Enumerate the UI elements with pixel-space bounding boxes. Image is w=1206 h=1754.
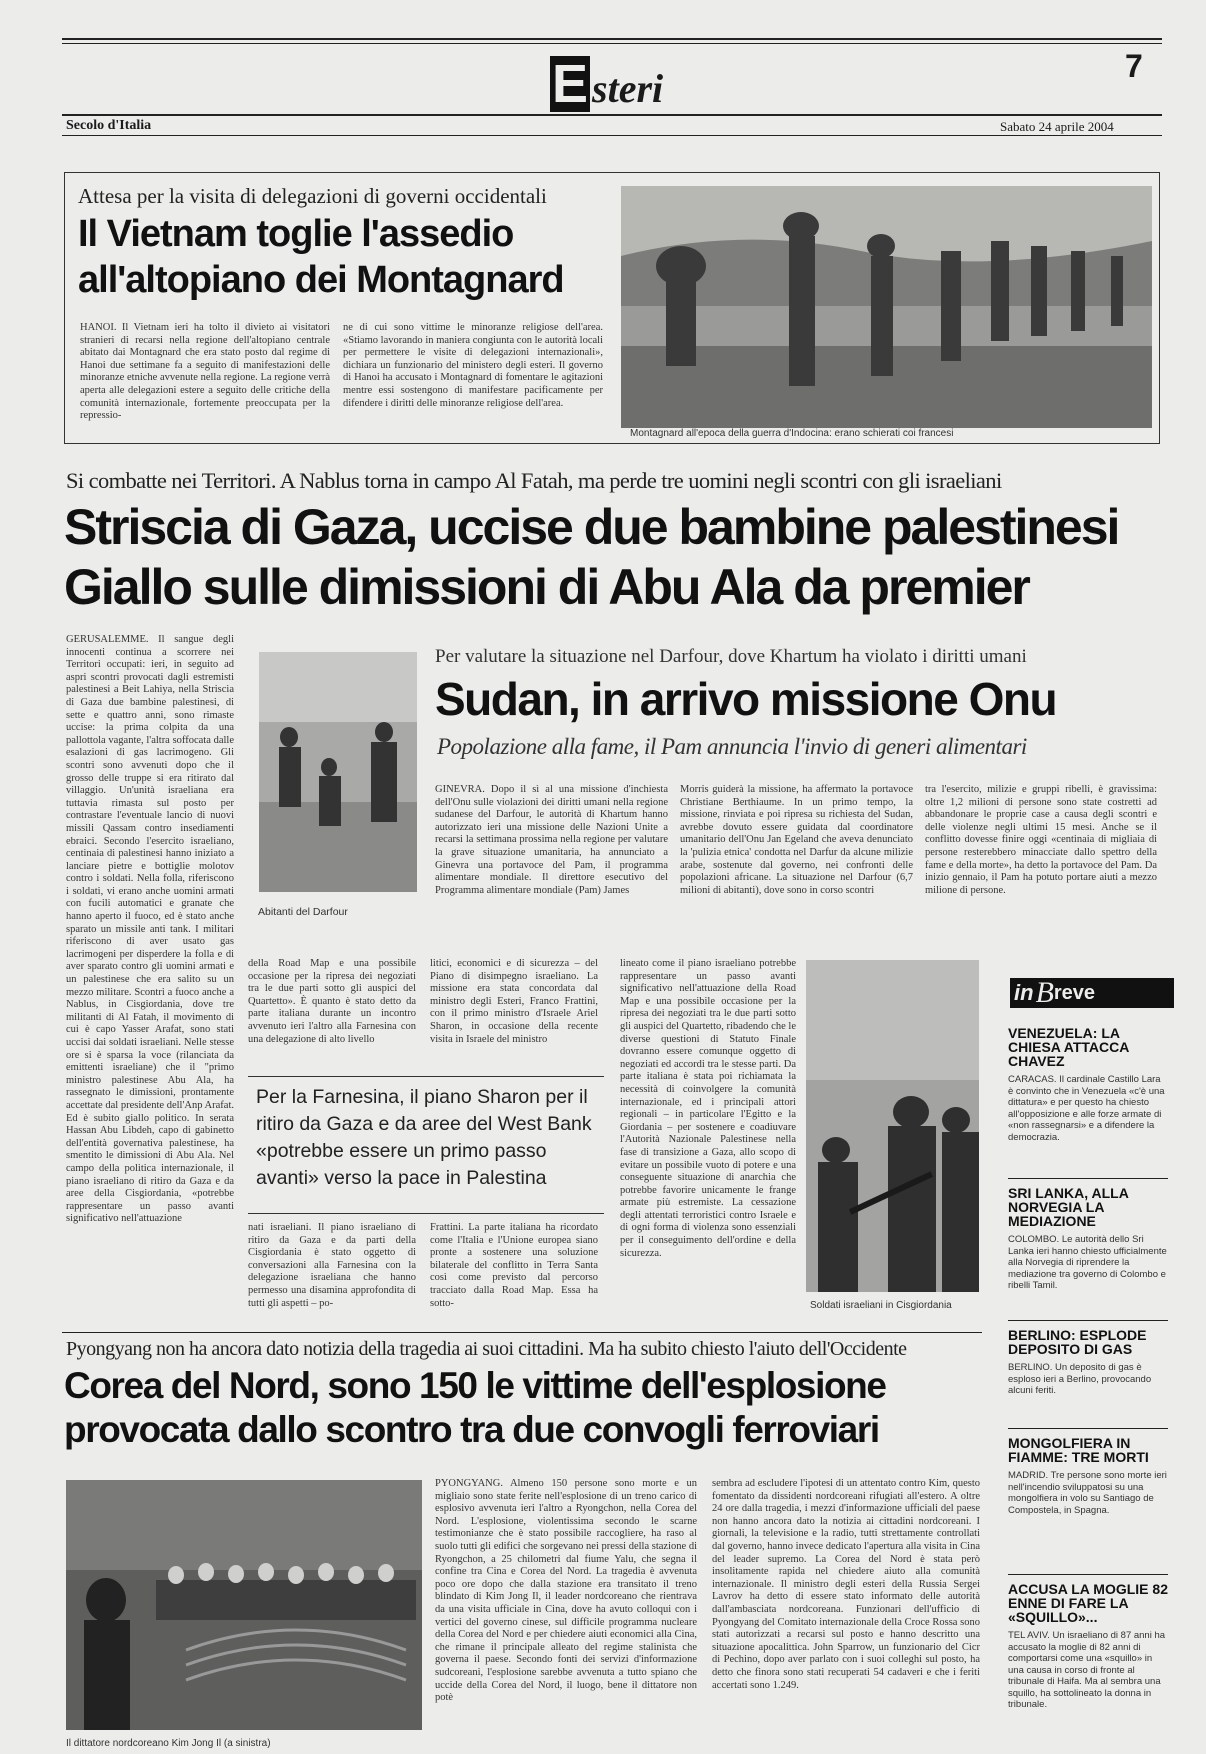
inbreve-item [1008,1026,1168,1143]
inbreve-item-body: BERLINO. Un deposito di gas è esploso ieri a Berlino, provocando alcuni feriti. [1008,1362,1152,1396]
gaza-body-col1: GERUSALEMME. Il sangue degli innocenti continua a scorrere nei Territori occupati: ieri, in seguito ad aspri scontri provocati dagli estremisti palestinesi a Beit Lahiya, nella Striscia di Gaza due bambine palestinesi, di sette e quattro anni, sono rimaste uccise: la prima colpita da una pallottola vagante, l'altra soffocata dalle esalazioni di gas lacrimogeno. Gli scontri sono avvenuti dopo che il grosso delle truppe si era ritirato dal villaggio. Un'unità israeliana era tuttavia rimasta sul posto per contrastare l'eventuale lancio di nuovi missili Qassam contro insediamenti ebraici. Secondo l'esercito israeliano, centinaia di palestinesi hanno iniziato a lanciare pietre e bottiglie molotov contro i soldati. Nella folla, riferiscono i soldati, vi erano anche uomini armati con fucili automatici e granate che hanno aperto il fuoco, ed è stato anche sparato un missile anti tank. I militari riferiscono di aver usato gas lacrimogeni per disperdere la folla e di aver sparato contro gli uomini armati e un palestinese che era salito su un mezzo militare. Scontri a fuoco anche a Nablus, in Cisgiordania, dove tre militanti di Al Fatah, il movimento di cui è capo Yasser Arafat, sono stati uccisi dai soldati israeliani. Nelle stesse ore si è sparsa la voce (rilanciata da emittenti israeliane) che il "primo ministro palestinese Abu Ala, ha rassegnato le dimissioni, prontamente accettate dal presidente dell'Anp Arafat. Ed è subito giallo politico. In serata Hassan Abu Libdeh, capo di gabinetto dell'entità governativa palestinese, ha smentito le dimissioni di Abu Ala. Nel campo della politica internazionale, il piano israeliano di ritiro da Gaza e da aree della Cisgiordania, «potrebbe rappresentare un passo avanti significativo nell'attuazione [66,634,234,1225]
inbreve-title-rest: reve [1053,981,1096,1004]
korea-kicker: Pyongyang non ha ancora dato notizia della tragedia ai suoi cittadini. Ma ha subito chiesto l'aiuto dell'Occidente [66,1338,907,1360]
inbreve-title-in: in [1014,980,1034,1005]
vietnam-kicker: Attesa per la visita di delegazioni di governi occidentali [78,184,547,208]
page-number: 7 [1125,48,1143,84]
inbreve-item [1008,1186,1168,1292]
darfour-photo-caption: Abitanti del Darfour [258,906,348,918]
korea-headline-line1: Corea del Nord, sono 150 le vittime dell'esplosione [64,1365,886,1406]
inbreve-item [1008,1582,1168,1711]
korea-top-rule [62,1332,982,1333]
israeli-soldiers-photo [806,960,979,1292]
vietnam-photo-art [621,186,1152,428]
inbreve-item-head: SRI LANKA, ALLA NORVEGIA LA MEDIAZIONE [1008,1185,1129,1229]
korea-body-col1: PYONGYANG. Almeno 150 persone sono morte e un migliaio sono state ferite nell'esplosione di un treno carico di esplosivo avvenuta ieri l'altro a Ryongchon, nella Corea del Nord. L'esplosione, violentissima secondo le scarne testimonianze che è stato possibile raccogliere, ha raso al suolo tutti gli edifici che sorgevano nei pressi della stazione di Ryongchon, a 25 chilometri dal fiume Yalu, che segna il confine tra Cina e Corea del Nord. La tragedia è avvenuta poco ore dopo che dalla stazione era transitato il treno blindato di Kim Jong Il, il leader nordcoreano che rientrava da una visita ufficiale in Cina, dove ha avuto colloqui con i vertici del governo cinese, sul difficile programma nucleare della Corea del Nord e per chiedere aiuti economici alla Cina, che rimane il principale alleato del regime stalinista che governa il paese. Secondo fonti dei servizi d'informazione sudcoreani, l'esplosione sarebbe avvenuta a tutto spiano che uccide della Corea del Nord, il luogo, bene il dittatore non potè [435,1478,697,1704]
vietnam-body-col1: HANOI. Il Vietnam ieri ha tolto il divieto ai visitatori stranieri di recarsi nella regione dell'altopiano centrale abitato dai Montagnard che era stato posto dal regime di Hanoi due settimane fa a seguito di manifestazioni delle minoranze etniche avvenute nella regione. La regione verrà aperta alle delegazioni estere a seguito delle critiche della comunità internazionale, fortemente preoccupata per la repressio- [80,322,330,422]
darfour-photo [259,652,417,892]
israeli-soldiers-caption: Soldati israeliani in Cisgiordania [810,1300,952,1311]
korea-headline-line2: provocata dallo scontro tra due convogli ferroviari [64,1409,879,1450]
inbreve-divider [1008,1320,1168,1321]
newspaper-name: Secolo d'Italia [66,118,152,133]
inbreve-item-head: ACCUSA LA MOGLIE 82 ENNE DI FARE LA «SQUILLO»... [1008,1581,1168,1625]
gaza-body-col4: lineato come il piano israeliano potrebbe rappresentare un passo avanti significativo nell'attuazione della Road Map e una possibile occasione per la ripresa dei negoziati tra le due parti sotto gli auspici del Quartetto, ribadendo che le diverse questioni di Statuto Finale dovranno essere comunque oggetto di negoziati ed accordi tra le stesse parti. Da parte italiana è stata poi richiamata la necessità di coinvolgere la comunità internazionale, ed i principali attori regionali – in particolare l'Egitto e la Giordania – per sostenere e coadiuvare l'Autorità Nazionale Palestinese nella fase di transizione a Gaza, allo scopo di evitare un possibile vuoto di potere e una conseguente situazione di anarchia che potrebbe favorire unicamente le frange armate più estremiste. La cessazione degli attentati terroristici contro Israele e di ogni forma di violenza sono essenziali per il conseguimento dell'ordine e della sicurezza. [620,958,796,1259]
inbreve-divider [1008,1178,1168,1179]
top-rule-thin [62,43,1162,44]
issue-date: Sabato 24 aprile 2004 [1000,119,1114,134]
gaza-body-col3a: litici, economici e di sicurezza – del Piano di disimpegno israeliano. La missione era stata concordata dal ministro degli Esteri, Franco Frattini, con il primo ministro d'Israele Ariel Sharon, in occasione della recente visita in Israele del ministro [430,958,598,1045]
gaza-body-col2a: della Road Map e una possibile occasione per la ripresa dei negoziati tra le due parti sotto gli auspici del Quartetto». È quanto è stato detto da parte italiana durante un incontro avvenuto ieri l'altro alla Farnesina con una delegazione di alto livello [248,958,416,1045]
gaza-body-col3b: Frattini. La parte italiana ha ricordato come l'Italia e l'Unione europea siano pronte a sostenere una soluzione bilaterale del conflitto in Terra Santa così come previsto dal percorso tracciato dalla Road Map. Essa ha sotto- [430,1222,598,1309]
gaza-body-col2b: nati israeliani. Il piano israeliano di ritiro da Gaza e da parti della Cisgiordania è stato oggetto di conversazioni alla Farnesina con la delegazione israeliana che hanno permesso una disamina approfondita di tutti gli aspetti – po- [248,1222,416,1309]
vietnam-headline-line1: Il Vietnam toglie l'assedio [78,213,514,255]
inbreve-item-head: VENEZUELA: LA CHIESA ATTACCA CHAVEZ [1008,1025,1129,1069]
gaza-headline-line1: Striscia di Gaza, uccise due bambine palestinesi [64,499,1119,555]
section-title-rest: steri [592,66,664,111]
sudan-body-col2: Morris guiderà la missione, ha affermato la portavoce Christiane Berthiaume. In un primo tempo, la missione, rinviata e poi ripresa su richiesta del Sudan, avrebbe dovuto essere guidata dal coordinatore umanitario dell'Onu Jan Egeland che aveva denunciato la 'pulizia etnica' condotta nel Darfur da alcune milizie arabe, sostenute dal governo, nei confronti delle popolazioni africane. La situazione nel Darfour (6,7 milioni di abitanti), dove sono in corso scontri [680,784,913,896]
masthead-rule [62,114,1162,116]
inbreve-item-body: CARACAS. Il cardinale Castillo Lara è convinto che in Venezuela «c'è una dittatura» e per questo ha chiesto all'opposizione e alle forze armate di «non rassegnarsi» e a difendere la democrazia. [1008,1074,1165,1143]
vietnam-body-col2: ne di cui sono vittime le minoranze religiose dell'area. «Stiamo lavorando in maniera congiunta con le autorità locali per permettere le visite di delegazioni internazionali», dichiara un funzionario del ministero degli esteri. Il governo di Hanoi ha accusato i Montagnard di fomentare le agitazioni mentre essi sostengono di manifestare pacificamente per difendere i diritti delle minoranze religiose dell'area. [343,322,603,409]
korea-body-col2: sembra ad escludere l'ipotesi di un attentato contro Kim, questo fomentato da dissidenti nordcoreani rifugiati all'estero. A oltre 24 ore dalla tragedia, i mezzi d'informazione ufficiali del paese non hanno ancora dato la notizia ai cittadini nordcoreani. I giornali, la televisione e la radio, tutti strettamente controllati dal governo, hanno invece dedicato l'apertura alla visita in Cina del leader supremo. La Corea del Nord è stata però insolitamente rapida nel chiedere aiuto alla comunità internazionale. Il ministro degli esteri della Russia Sergei Lavrov ha detto di essere stato informato delle autorità dall'ambasciata nordcoreana. Funzionari dell'ufficio di Pyongyang del Comitato internazionale della Croce Rossa sono stati autorizzati a recarsi sul posto e hanno descritto una situazione apocalittica. John Sparrow, un funzionario del Cicr di Pechino, dopo aver parlato con i suoi colleghi sul posto, ha detto che finora sono stati recuperati 54 cadaveri e che i feriti accertati sono 1.249. [712,1478,980,1691]
inbreve-item-body: COLOMBO. Le autorità dello Sri Lanka ieri hanno chiesto ufficialmente alla Norvegia di riprendere la mediazione tra governo di Colombo e ribelli Tamil. [1008,1234,1167,1291]
inbreve-item-head: BERLINO: ESPLODE DEPOSITO DI GAS [1008,1327,1147,1357]
inbreve-divider [1008,1574,1168,1575]
sudan-headline: Sudan, in arrivo missione Onu [435,673,1057,725]
kim-photo-caption: Il dittatore nordcoreano Kim Jong Il (a sinistra) [66,1738,271,1749]
sudan-body-col3: tra l'esercito, milizie e gruppi ribelli, è gravissima: oltre 1,2 milioni di persone sono state costretti ad abbandonare le proprie case a causa degli scontri e delle violenze negli ultimi 15 mesi. Anche se il conflitto dovesse finire oggi «centinaia di migliaia di persone resterebbero minacciate dallo spettro della fame e della morte», ha detto la portavoce del Pam. Da inizio gennaio, il Pam ha potuto portare aiuti a mezzo milione di persone. [925,784,1157,896]
inbreve-item-head: MONGOLFIERA IN FIAMME: TRE MORTI [1008,1435,1149,1465]
sudan-deck: Popolazione alla fame, il Pam annuncia l'invio di generi alimentari [437,734,1027,759]
inbreve-header [1010,978,1174,1008]
inbreve-title-b: B [1035,976,1054,1009]
farnesina-pullquote: Per la Farnesina, il piano Sharon per il ritiro da Gaza e da aree del West Bank «potrebbe essere un primo passo avanti» verso la pace in Palestina [256,1086,592,1189]
inbreve-item-body: TEL AVIV. Un israeliano di 87 anni ha accusato la moglie di 82 anni di comportarsi come una «squillo» in una causa in corso di fronte al tribunale di Haifa. Ma al sembra una squillo, ha sottolineato la donna in tribunale. [1008,1630,1166,1710]
kim-photo-art [66,1480,422,1730]
gaza-headline-line2: Giallo sulle dimissioni di Abu Ala da premier [64,559,1029,615]
inbreve-divider [1008,1428,1168,1429]
top-rule [62,38,1162,40]
inbreve-item [1008,1436,1168,1516]
inbreve-item [1008,1328,1168,1397]
vietnam-headline-line2: all'altopiano dei Montagnard [78,259,564,301]
vietnam-soldiers-photo [621,186,1152,428]
sudan-kicker: Per valutare la situazione nel Darfour, dove Khartum ha violato i diritti umani [435,646,1027,667]
section-title-initial: E [552,54,589,114]
darfour-photo-art [259,652,417,892]
soldiers-photo-art [806,960,979,1292]
inbreve-item-body: MADRID. Tre persone sono morte ieri nell'incendio sviluppatosi su una mongolfiera in volo su Santiago de Compostela, in Spagna. [1008,1470,1167,1516]
vietnam-photo-caption: Montagnard all'epoca della guerra d'Indocina: erano schierati coi francesi [630,428,954,439]
masthead-bottom-rule [62,135,1162,136]
kim-jong-il-photo [66,1480,422,1730]
sudan-body-col1: GINEVRA. Dopo il sì al una missione d'inchiesta dell'Onu sulle violazioni dei diritti umani nella regione sudanese del Darfour, le autorità di Khartum hanno autorizzato ieri una missione delle Nazioni Unite a recarsi la settimana prossima nella regione per valutare la grave situazione umanitaria, ha annunciato a Ginevra una portavoce del Pam, il programma alimentare mondiale. Il direttore esecutivo del Programma alimentare mondiale (Pam) James [435,784,668,896]
gaza-kicker: Si combatte nei Territori. A Nablus torna in campo Al Fatah, ma perde tre uomini negli scontri con gli israeliani [66,468,1002,493]
section-title [550,52,663,112]
